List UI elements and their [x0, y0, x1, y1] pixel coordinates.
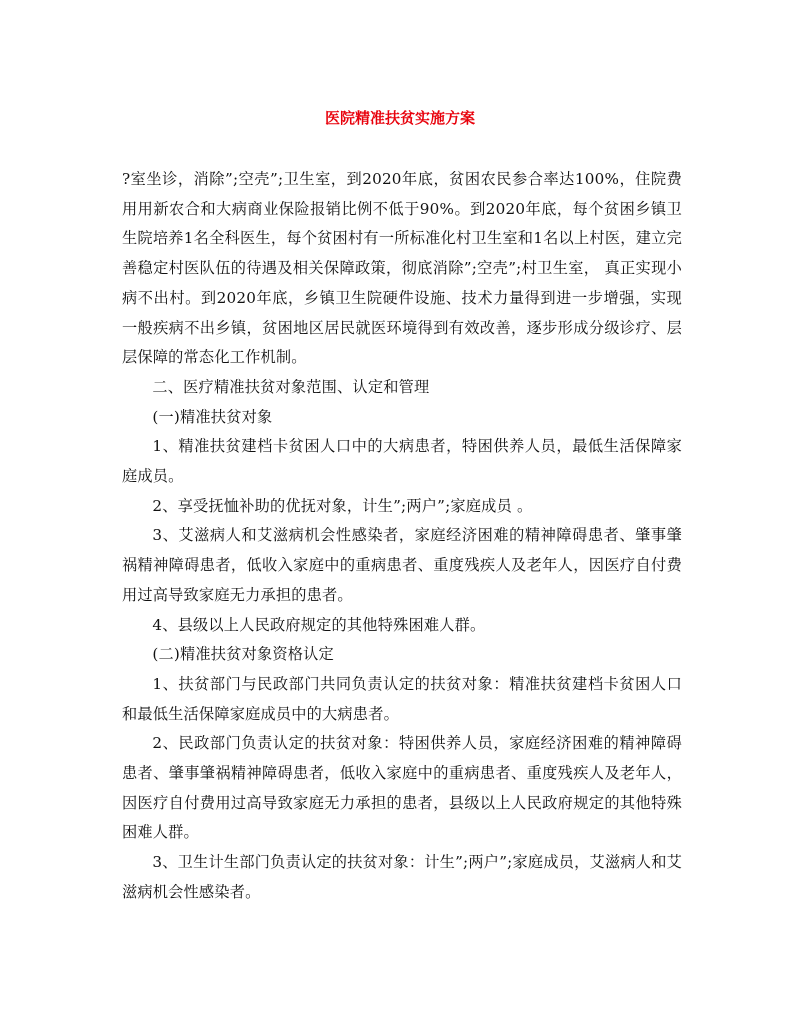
- subsection-heading-2: (二)精准扶贫对象资格认定: [152, 645, 334, 664]
- paragraph-intro: ?室坐诊，消除”;空壳”;卫生室，到2020年底，贫困农民参合率达100%，住院费用用新农合和大病商业保险报销比例不低于90%。到2020年底，每个贫困乡镇卫生院培养1名全科医生，每个贫困村有一所标准化村卫生室和1名以上村医，建立完善稳定村医队伍的待遇及相关保障政策，彻底消除”;空壳”;村卫生室， 真正实现小病不出村。到2020年底，乡镇卫生院硬件设施、技术力量得到进一步增强，实现一般疾病不出乡镇，贫困地区居民就医环境得到有效改善，逐步形成分级诊疗、层层保障的常态化工作机制。: [122, 170, 682, 367]
- list-item-6: 2、民政部门负责认定的扶贫对象：特困供养人员，家庭经济困难的精神障碍患者、肇事肇祸精神障碍患者，低收入家庭中的重病患者、重度残疾人及老年人，因医疗自付费用过高导致家庭无力承担的患者，县级以上人民政府规定的其他特殊困难人群。: [122, 734, 682, 842]
- list-item-2: 2、享受抚恤补助的优抚对象，计生”;两户”;家庭成员 。: [152, 496, 533, 515]
- list-item-4: 4、县级以上人民政府规定的其他特殊困难人群。: [152, 615, 486, 634]
- list-item-1: 1、精准扶贫建档卡贫困人口中的大病患者，特困供养人员，最低生活保障家庭成员。: [122, 437, 682, 486]
- subsection-heading-1: (一)精准扶贫对象: [152, 407, 273, 426]
- list-item-3: 3、艾滋病人和艾滋病机会性感染者，家庭经济困难的精神障碍患者、肇事肇祸精神障碍患者，低收入家庭中的重病患者、重度残疾人及老年人，因医疗自付费用过高导致家庭无力承担的患者。: [122, 526, 682, 604]
- list-item-5: 1、扶贫部门与民政部门共同负责认定的扶贫对象：精准扶贫建档卡贫困人口和最低生活保障家庭成员中的大病患者。: [122, 674, 682, 723]
- document-title: 医院精准扶贫实施方案: [324, 109, 475, 127]
- section-heading-2: 二、医疗精准扶贫对象范围、认定和管理: [152, 377, 430, 396]
- list-item-7: 3、卫生计生部门负责认定的扶贫对象：计生”;两户”;家庭成员，艾滋病人和艾滋病机会性感染者。: [122, 853, 682, 901]
- document-body: [122, 165, 682, 908]
